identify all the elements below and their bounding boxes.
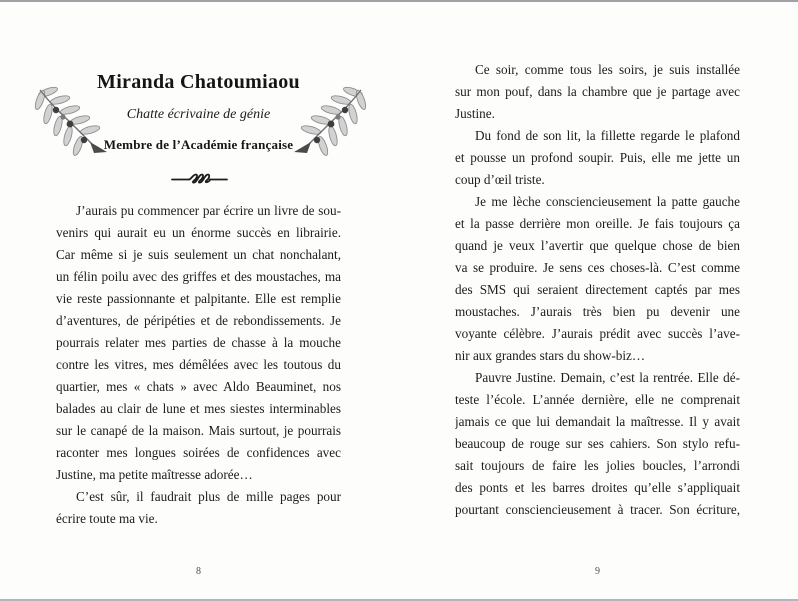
text-line: pourtant consciencieusement à tracer. Son écriture, [455, 502, 740, 517]
text-line: sur mon pouf, dans la chambre que je partage avec [455, 84, 740, 99]
text-line: va se produire. Je sens ces choses-là. C’est comme [455, 260, 740, 275]
text-line: beaucoup de rouge sur ses cahiers. Son stylo refu- [455, 436, 740, 451]
text-line: et pousse un profond soupir. Puis, elle me jette un [455, 150, 740, 165]
text-line: J’aurais pu commencer par écrire un livre de sou- [76, 203, 341, 218]
text-line: moustaches. J’aurais très bien pu devenir une [455, 304, 740, 319]
text-line: sur le canapé de la maison. Mais surtout, je pourrais [56, 423, 341, 438]
paragraph [455, 191, 740, 367]
paragraph [56, 486, 341, 530]
text-line: pourrais relater mes parties de chasse à la mouche [56, 335, 341, 350]
text-line: vie reste passionnante et palpitante. Elle est remplie [56, 291, 341, 306]
text-line: voyante célèbre. J’aurais prédit avec succès l’ave- [455, 326, 740, 341]
text-line: Justine. [455, 106, 495, 121]
text-line: quartier, mes « chats » avec Aldo Beauminet, nos [56, 379, 341, 394]
page-left-text [56, 200, 341, 530]
text-line: et la passe derrière mon oreille. Je fais toujours ça [455, 216, 740, 231]
author-membership: Membre de l’Académie française [103, 137, 294, 152]
text-line: Je me lèche consciencieusement la patte gauche [475, 194, 740, 209]
text-line: Ce soir, comme tous les soirs, je suis installée [475, 62, 740, 77]
text-line: jamais ce que lui demandait la maîtresse. Il y avait [455, 414, 740, 429]
text-line: écrire toute ma vie. [56, 511, 158, 526]
text-line: coup d’œil triste. [455, 172, 545, 187]
text-line: un félin poilu avec des griffes et des moustaches, ma [56, 269, 341, 284]
text-line: teste l’école. L’année dernière, elle ne comprenait [455, 392, 740, 407]
paragraph [455, 125, 740, 191]
text-line: quand je veux l’avertir que quelque chose de bien [455, 238, 740, 253]
paragraph [56, 200, 341, 486]
text-line: des SMS qui seraient directement captés par mes [455, 282, 740, 297]
coil-squiggle-divider-icon [171, 170, 228, 187]
page-number-left: 8 [196, 566, 201, 577]
page-number-right: 9 [595, 566, 600, 577]
text-line: Justine, ma petite maîtresse adorée… [56, 467, 253, 482]
text-line: balades au clair de lune et mes siestes interminables [56, 401, 341, 416]
author-title: Miranda Chatoumiaou [97, 71, 300, 93]
text-line: nir aux grandes stars du show-biz… [455, 348, 646, 363]
text-line: des ponts et les barres droites qu’elle s’appliquait [455, 480, 740, 495]
text-line: Du fond de son lit, la fillette regarde le plafond [475, 128, 740, 143]
text-line: sait toujours de faire les jolies boucles, l’arrondi [455, 458, 740, 473]
text-line: raconter mes longues soirées de confidences avec [56, 445, 341, 460]
paragraph [455, 367, 740, 521]
text-line: Car même si je suis seulement un chat nonchalant, [56, 247, 341, 262]
text-line: venirs qui aurait eu un énorme succès en librairie. [56, 225, 341, 240]
paragraph [455, 59, 740, 125]
page-right [399, 0, 798, 601]
text-line: C’est sûr, il faudrait plus de mille pages pour [76, 489, 341, 504]
text-line: Pauvre Justine. Demain, c’est la rentrée. Elle dé- [475, 370, 740, 385]
page-right-text [455, 59, 740, 521]
text-line: d’aventures, de péripéties et de rebondissements. Je [56, 313, 341, 328]
text-line: contre les vitres, mes démêlées avec les toutous du [56, 357, 341, 372]
author-subtitle: Chatte écrivaine de génie [126, 107, 271, 122]
